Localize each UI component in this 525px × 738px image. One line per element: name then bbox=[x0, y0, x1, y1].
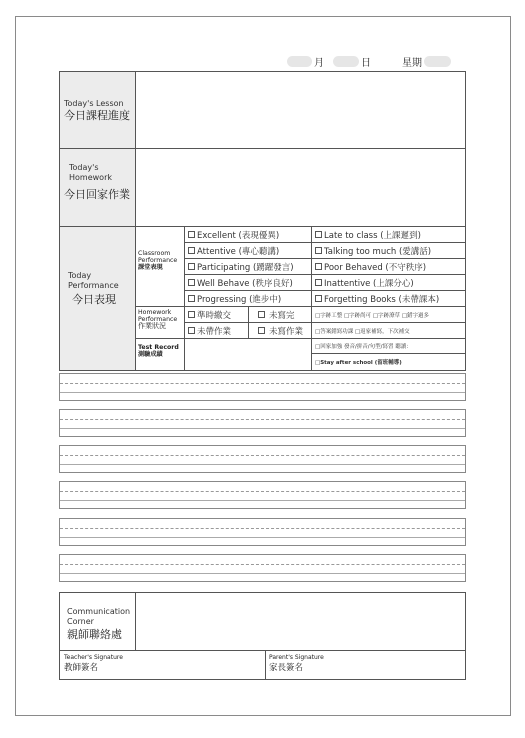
perf-late[interactable]: Late to class (上課遲到) bbox=[312, 227, 466, 243]
perf-attentive[interactable]: Attentive (專心聽講) bbox=[185, 243, 312, 259]
weekday-label: 星期 bbox=[402, 58, 422, 69]
parent-signature-en: Parent's Signature bbox=[269, 654, 324, 661]
day-field[interactable] bbox=[333, 56, 359, 67]
checkbox-icon bbox=[188, 311, 195, 318]
perf-talking[interactable]: Talking too much (愛講話) bbox=[312, 243, 466, 259]
performance-section bbox=[59, 227, 466, 371]
perf-participating[interactable]: Participating (踴躍發言) bbox=[185, 259, 312, 275]
perf-forgetting-books[interactable]: Forgetting Books (未帶課本) bbox=[312, 291, 466, 307]
checkbox-icon bbox=[188, 247, 195, 254]
teacher-signature-zh: 教師簽名 bbox=[64, 663, 99, 673]
performance-label-en-1: Today bbox=[68, 271, 92, 280]
communication-label-en-1: Communication bbox=[67, 607, 131, 616]
checkbox-icon bbox=[258, 311, 265, 318]
hw-incomplete[interactable]: 未寫完 bbox=[249, 307, 312, 323]
checkbox-icon bbox=[188, 231, 195, 238]
parent-signature-zh: 家長簽名 bbox=[269, 663, 304, 673]
month-field[interactable] bbox=[287, 56, 312, 67]
day-label: 日 bbox=[361, 58, 371, 69]
checkbox-icon bbox=[188, 263, 195, 270]
communication-input-area[interactable] bbox=[137, 593, 465, 650]
test-score-field[interactable] bbox=[185, 339, 312, 370]
month-label: 月 bbox=[314, 58, 324, 69]
communication-label-en-2: Corner bbox=[67, 617, 94, 626]
perf-progressing[interactable]: Progressing (進步中) bbox=[185, 291, 312, 307]
lesson-label-en: Today's Lesson bbox=[64, 99, 124, 108]
teacher-signature-en: Teacher's Signature bbox=[64, 654, 123, 661]
classroom-perf-zh: 課堂表現 bbox=[138, 264, 163, 271]
checkbox-icon bbox=[315, 279, 322, 286]
stay-after-school[interactable]: □Stay after school (留班輔導) bbox=[315, 360, 402, 366]
handwriting-options[interactable]: □字跡工整 □字跡尚可 □字跡潦草 □錯字過多 bbox=[312, 307, 466, 323]
perf-inattentive[interactable]: Inattentive (上課分心) bbox=[312, 275, 466, 291]
weekday-field[interactable] bbox=[424, 56, 451, 67]
hw-on-time[interactable]: 準時繳交 bbox=[185, 307, 249, 323]
parent-signature-cell[interactable] bbox=[266, 651, 466, 679]
homework-perf-en-2: Performance bbox=[138, 316, 178, 323]
checkbox-icon bbox=[258, 327, 265, 334]
notes-line-6[interactable] bbox=[59, 554, 466, 582]
homework-section bbox=[59, 149, 466, 227]
lesson-section bbox=[59, 71, 466, 149]
hw-not-done[interactable]: 未寫作業 bbox=[249, 323, 312, 339]
checkbox-icon bbox=[315, 263, 322, 270]
perf-well-behave[interactable]: Well Behave (秩序良好) bbox=[185, 275, 312, 291]
homework-label-zh: 今日回家作業 bbox=[64, 188, 130, 201]
practice-options[interactable]: □回家加強 發音/拼音/句型/寫習 聽讀： bbox=[312, 339, 466, 354]
notes-line-1[interactable] bbox=[59, 373, 466, 401]
homework-perf-en-1: Homework bbox=[138, 309, 172, 316]
classroom-perf-en-2: Performance bbox=[138, 257, 178, 264]
communication-section bbox=[59, 592, 466, 651]
correction-options[interactable]: □答案錯寫功課 □返家補寫，下次補交 bbox=[312, 323, 466, 339]
checkbox-icon bbox=[315, 247, 322, 254]
checkbox-icon bbox=[315, 231, 322, 238]
lesson-input-area[interactable] bbox=[137, 72, 465, 148]
lesson-label-cell bbox=[60, 72, 136, 148]
communication-label-zh: 親師聯絡處 bbox=[67, 628, 122, 641]
communication-label-cell bbox=[60, 593, 136, 650]
performance-label-en-2: Performance bbox=[68, 281, 119, 290]
perf-poor-behaved[interactable]: Poor Behaved (不守秩序) bbox=[312, 259, 466, 275]
checkbox-icon bbox=[188, 295, 195, 302]
lesson-label-zh: 今日課程進度 bbox=[64, 109, 130, 122]
checkbox-icon bbox=[188, 279, 195, 286]
classroom-perf-label bbox=[136, 227, 185, 307]
signature-row bbox=[59, 651, 466, 680]
homework-perf-zh: 作業狀況 bbox=[138, 322, 166, 330]
homework-input-area[interactable] bbox=[137, 149, 465, 226]
performance-label-cell bbox=[60, 227, 136, 370]
test-record-label bbox=[136, 339, 185, 370]
date-header bbox=[287, 54, 457, 68]
homework-label-en-2: Homework bbox=[69, 173, 112, 182]
homework-label-en-1: Today's bbox=[69, 163, 99, 172]
perf-excellent[interactable]: Excellent (表現優異) bbox=[185, 227, 312, 243]
notes-line-2[interactable] bbox=[59, 409, 466, 437]
checkbox-icon bbox=[188, 327, 195, 334]
homework-perf-label bbox=[136, 307, 185, 339]
homework-label-cell bbox=[60, 149, 136, 226]
test-record-zh: 測驗成績 bbox=[138, 351, 163, 358]
test-record-en: Test Record bbox=[138, 344, 179, 351]
hw-not-brought[interactable]: 未帶作業 bbox=[185, 323, 249, 339]
notes-line-4[interactable] bbox=[59, 481, 466, 509]
notes-line-3[interactable] bbox=[59, 445, 466, 473]
performance-label-zh: 今日表現 bbox=[72, 293, 116, 306]
teacher-signature-cell[interactable] bbox=[60, 651, 266, 679]
notes-line-5[interactable] bbox=[59, 518, 466, 546]
checkbox-icon bbox=[315, 295, 322, 302]
classroom-perf-en-1: Classroom bbox=[138, 250, 171, 257]
